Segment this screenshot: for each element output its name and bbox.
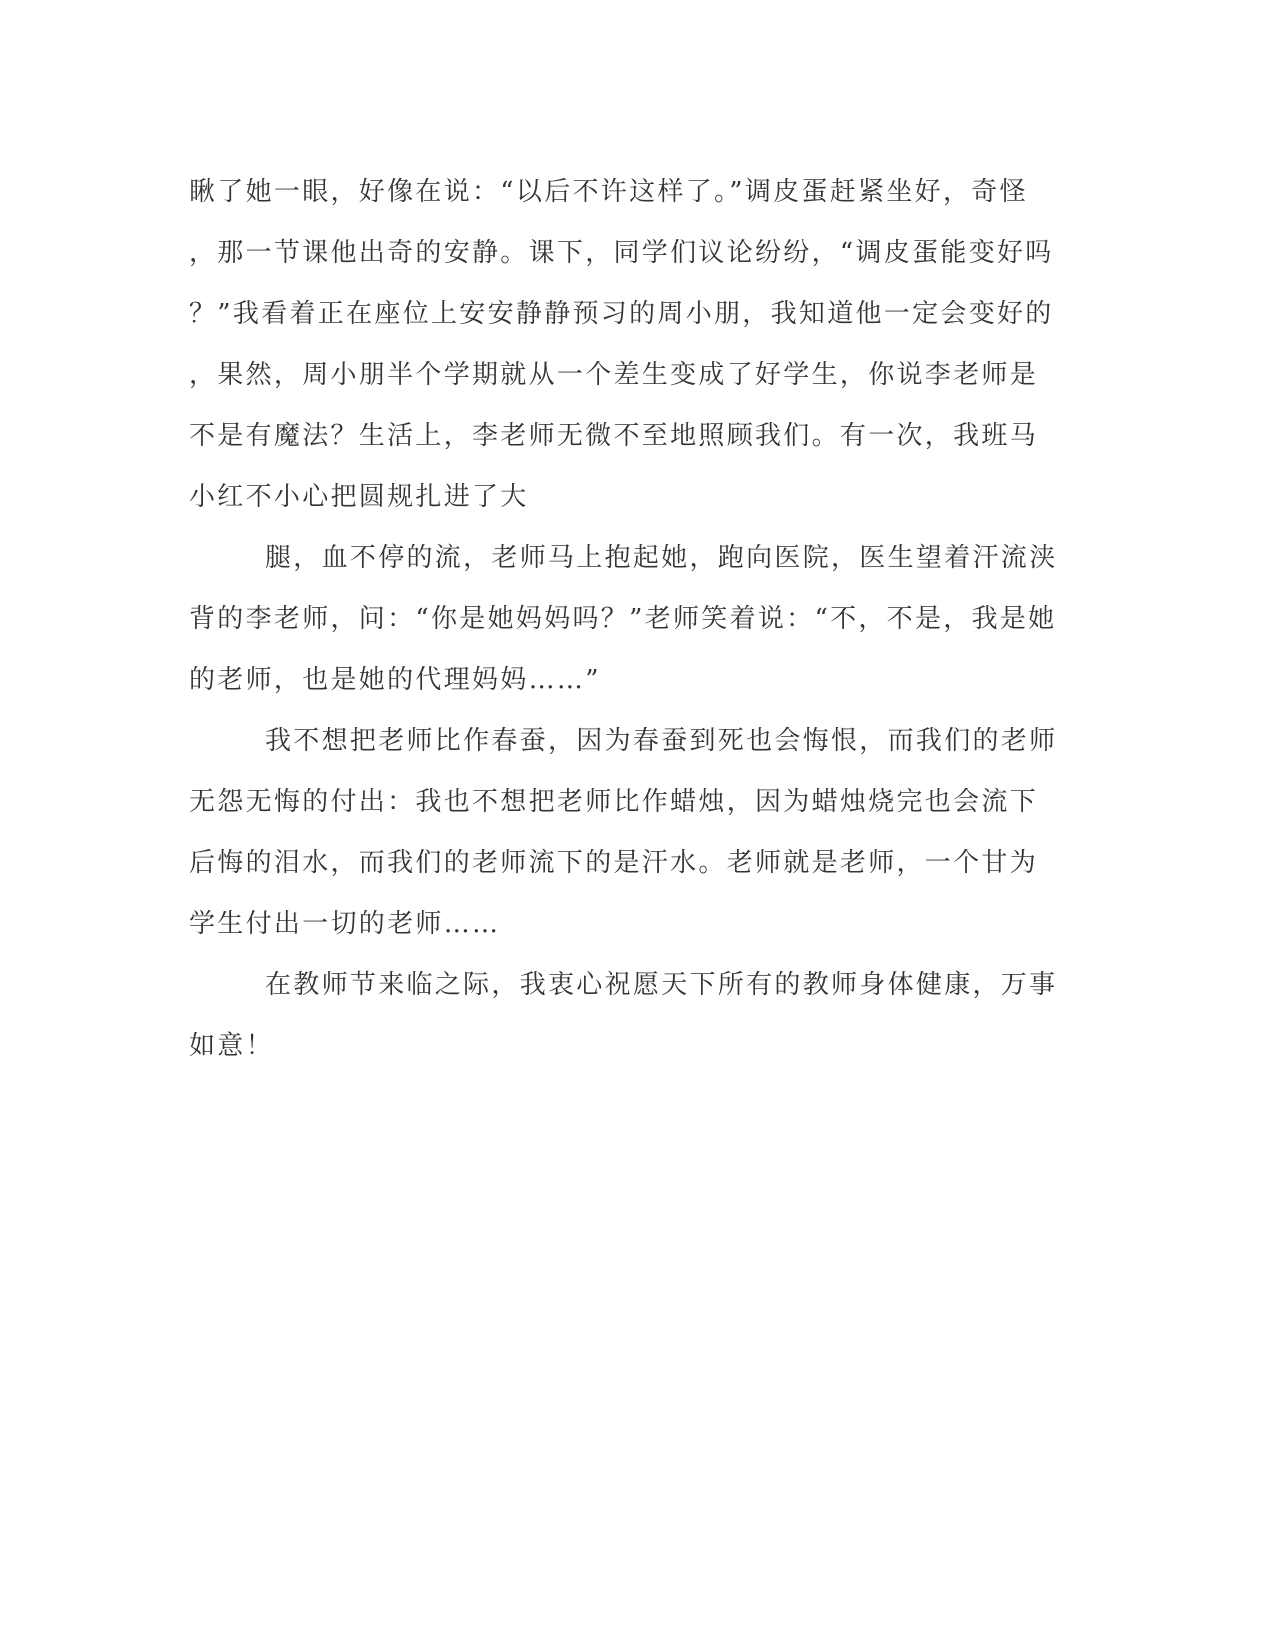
text-line: 后悔的泪水，而我们的老师流下的是汗水。老师就是老师，一个甘为 — [189, 848, 1039, 878]
text-line: 不是有魔法？生活上，李老师无微不至地照顾我们。有一次，我班马 — [189, 421, 1039, 451]
paragraph-3 — [189, 711, 1079, 955]
text-line: 我不想把老师比作春蚕，因为春蚕到死也会悔恨，而我们的老师 — [265, 726, 1058, 756]
text-line: 腿，血不停的流，老师马上抱起她，跑向医院，医生望着汗流浃 — [265, 543, 1058, 573]
text-line: 小红不小心把圆规扎进了大 — [189, 482, 529, 512]
paragraph-4 — [189, 955, 1079, 1077]
text-line: ？”我看着正在座位上安安静静预习的周小朋，我知道他一定会变好的 — [189, 299, 1054, 329]
body-text — [189, 162, 1079, 1077]
text-line: 如意！ — [189, 1031, 274, 1061]
text-line: 学生付出一切的老师…… — [189, 909, 501, 939]
text-line: 背的李老师，问：“你是她妈妈吗？”老师笑着说：“不，不是，我是她 — [189, 604, 1057, 634]
text-line: 无怨无悔的付出：我也不想把老师比作蜡烛，因为蜡烛烧完也会流下 — [189, 787, 1039, 817]
paragraph-2 — [189, 528, 1079, 711]
text-line: ，果然，周小朋半个学期就从一个差生变成了好学生，你说李老师是 — [189, 360, 1039, 390]
text-line: 在教师节来临之际，我衷心祝愿天下所有的教师身体健康，万事 — [265, 970, 1058, 1000]
text-line: ，那一节课他出奇的安静。课下，同学们议论纷纷，“调皮蛋能变好吗 — [189, 238, 1054, 268]
paragraph-1 — [189, 162, 1079, 528]
text-line: 瞅了她一眼，好像在说：“以后不许这样了。”调皮蛋赶紧坐好，奇怪 — [189, 177, 1028, 207]
text-line: 的老师，也是她的代理妈妈……” — [189, 665, 601, 695]
